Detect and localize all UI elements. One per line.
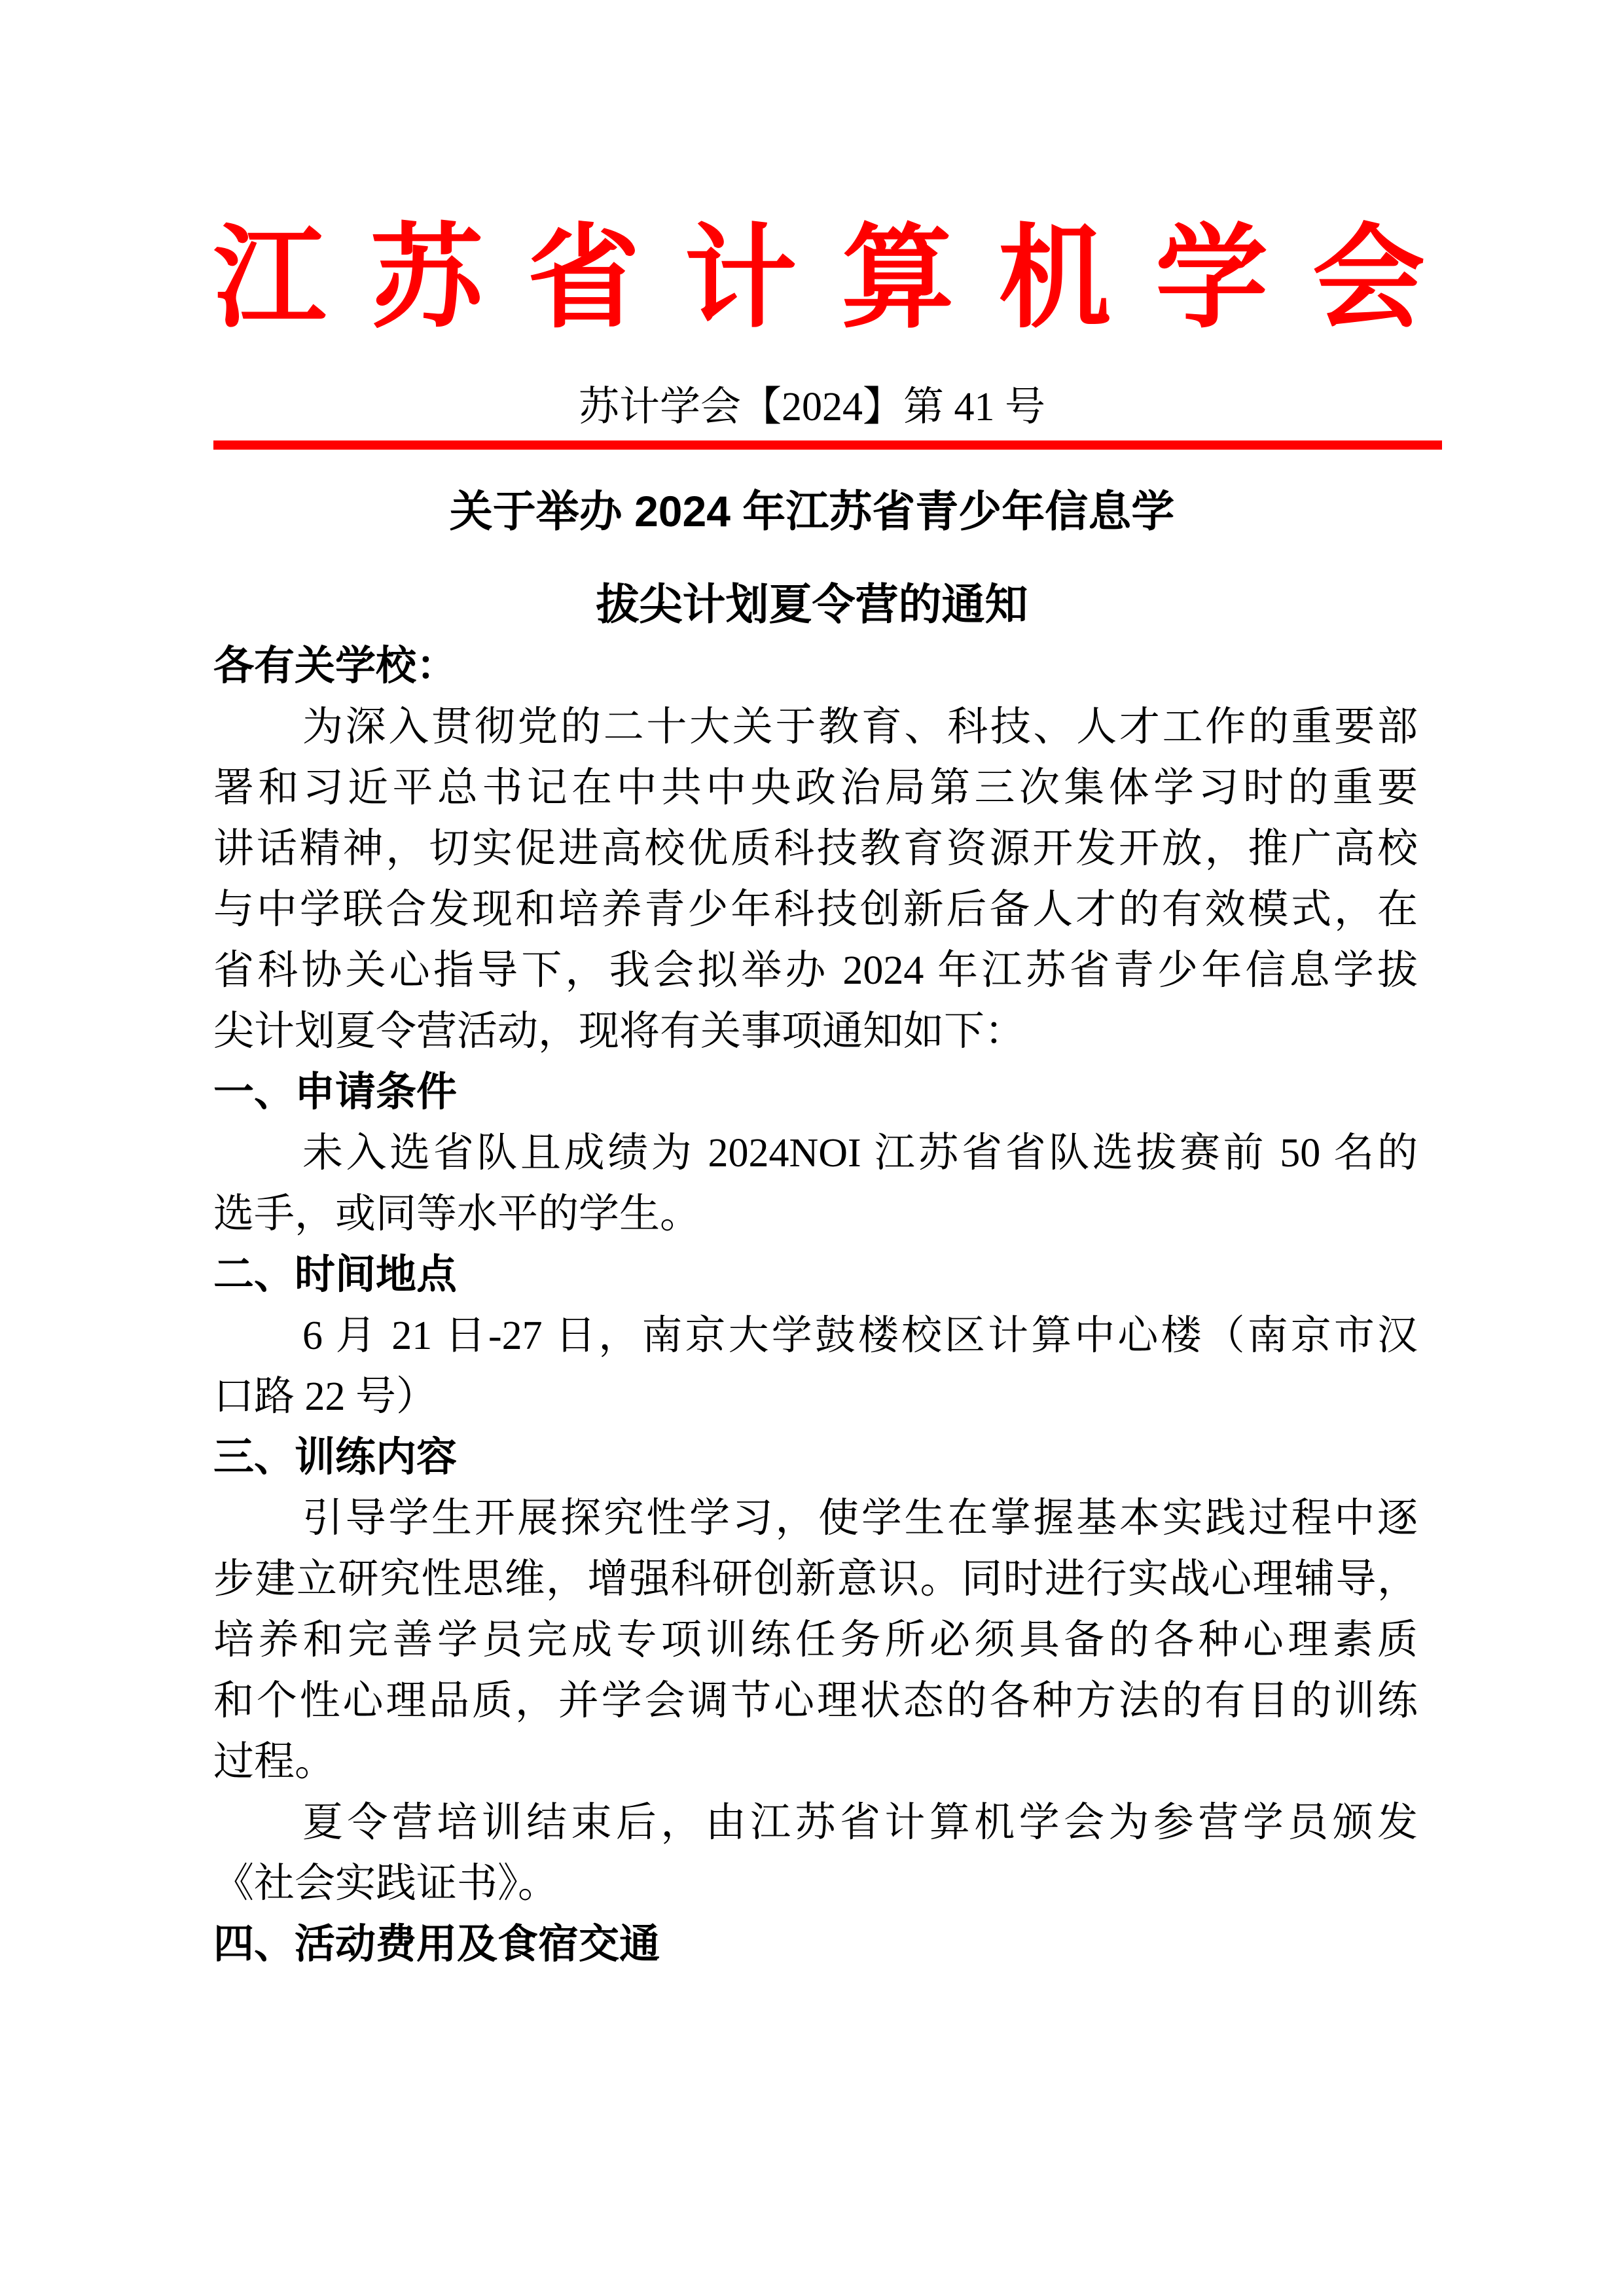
body-line: 口路 22 号） [213, 1374, 437, 1419]
org-name-char: 苏 [370, 217, 483, 342]
org-name-char: 算 [841, 217, 954, 342]
org-name-char: 计 [684, 217, 797, 342]
org-name-char: 省 [527, 217, 640, 342]
body-line: 四、活动费用及食宿交通 [213, 1922, 660, 1967]
body-line: 步建立研究性思维，增强科研创新意识。同时进行实战心理辅导， [213, 1557, 1418, 1602]
body-line: 与中学联合发现和培养青少年科技创新后备人才的有效模式，在 [213, 888, 1418, 932]
body-line: 培养和完善学员完成专项训练任务所必须具备的各种心理素质 [213, 1618, 1418, 1662]
org-name-char: 学 [1155, 217, 1269, 342]
org-name-char: 江 [213, 217, 326, 342]
body-line: 选手，或同等水平的学生。 [213, 1192, 701, 1236]
body-line: 一、申请条件 [213, 1070, 458, 1115]
body-line: 署和习近平总书记在中共中央政治局第三次集体学习时的重要 [213, 766, 1418, 810]
body-line: 尖计划夏令营活动，现将有关事项通知如下： [213, 1009, 1026, 1054]
org-name-masthead [213, 217, 1425, 342]
body-line: 过程。 [213, 1740, 336, 1784]
org-name-char: 会 [1312, 217, 1425, 342]
body-line: 各有关学校： [213, 644, 458, 689]
org-name-char: 机 [998, 217, 1111, 342]
notice-title-line2: 拔尖计划夏令营的通知 [596, 580, 1028, 628]
notice-title-line1: 关于举办 2024 年江苏省青少年信息学 [449, 487, 1175, 535]
body-line: 讲话精神，切实促进高校优质科技教育资源开发开放，推广高校 [213, 827, 1418, 871]
body-line: 省科协关心指导下，我会拟举办 2024 年江苏省青少年信息学拔 [213, 948, 1418, 993]
doc-number: 苏计学会【2024】第 41 号 [578, 385, 1045, 429]
notice-body [213, 636, 1418, 1975]
body-line: 引导学生开展探究性学习，使学生在掌握基本实践过程中逐 [302, 1496, 1418, 1541]
body-line: 《社会实践证书》。 [213, 1861, 559, 1906]
body-line: 夏令营培训结束后，由江苏省计算机学会为参营学员颁发 [302, 1801, 1418, 1845]
body-line: 三、训练内容 [213, 1435, 458, 1480]
body-line: 和个性心理品质，并学会调节心理状态的各种方法的有目的训练 [213, 1679, 1418, 1723]
body-line: 二、时间地点 [213, 1253, 458, 1297]
body-line: 6 月 21 日-27 日，南京大学鼓楼校区计算中心楼（南京市汉 [302, 1314, 1418, 1358]
body-line: 未入选省队且成绩为 2024NOI 江苏省省队选拔赛前 50 名的 [302, 1131, 1418, 1175]
red-divider-rule [213, 440, 1442, 450]
body-line: 为深入贯彻党的二十大关于教育、科技、人才工作的重要部 [302, 705, 1418, 749]
